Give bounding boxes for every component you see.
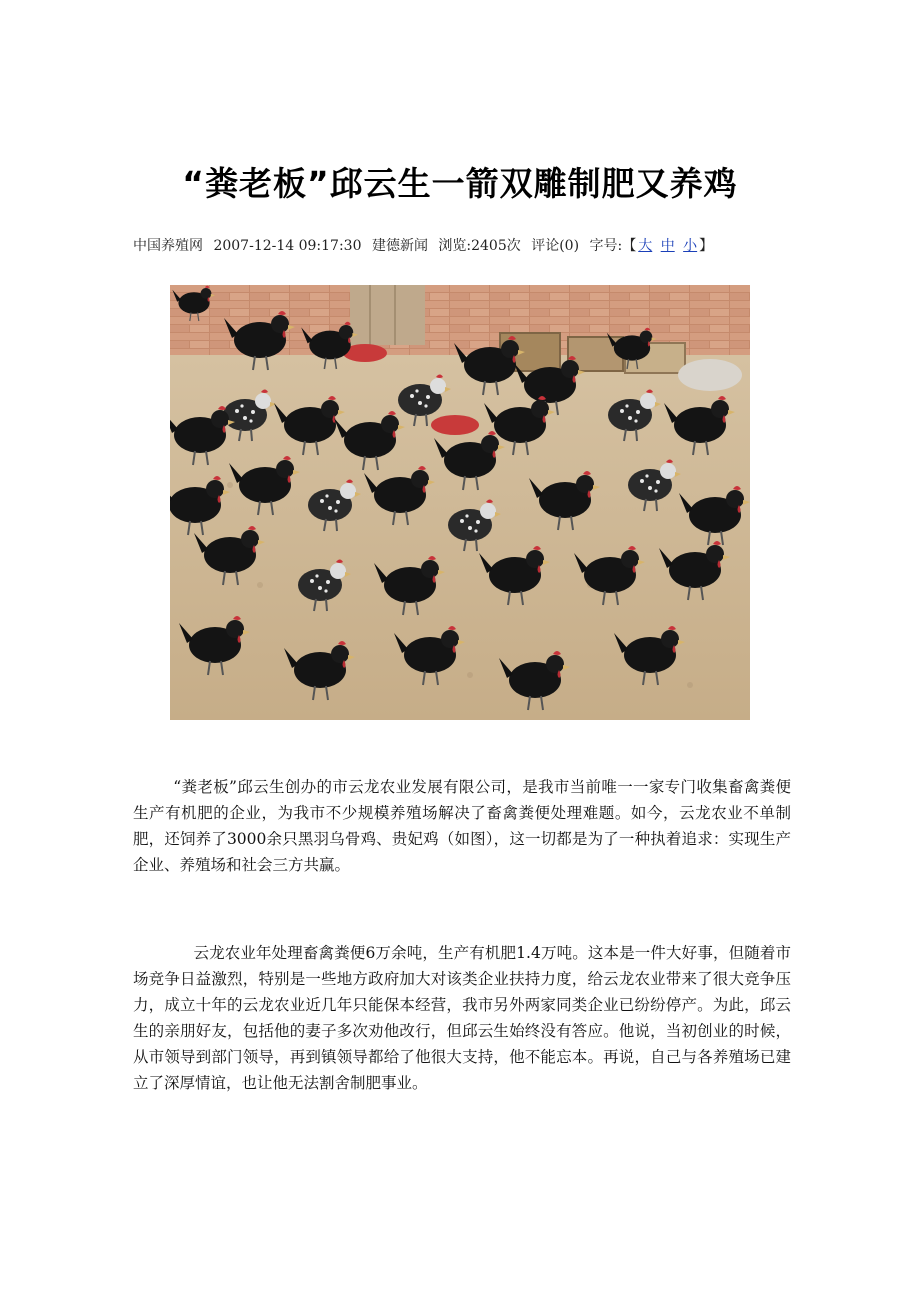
article-paragraph-2: 云龙农业年处理畜禽粪便6万余吨，生产有机肥1.4万吨。这本是一件大好事，但随着市场竞争日益激烈，特别是一些地方政府加大对该类企业扶持力度，给云龙农业带来了很大竞争压力，成立十年的云龙农业近几年只能保本经营，我市另外两家同类企业已纷纷停产。为此，邱云生的亲朋好友，包括他的妻子多次劝他改行，但邱云生始终没有答应。他说，当初创业的时候，从市领导到部门领导，再到镇领导都给了他很大支持，他不能忘本。再说，自己与各养殖场已建立了深厚情谊，也让他无法割舍制肥事业。 bbox=[133, 944, 791, 1092]
meta-datetime: 2007-12-14 09:17:30 bbox=[213, 238, 362, 254]
bracket-close: 】 bbox=[699, 238, 714, 254]
meta-views: 浏览:2405次 bbox=[438, 238, 521, 254]
font-size-large-link[interactable]: 大 bbox=[638, 238, 653, 254]
article-meta bbox=[133, 235, 713, 255]
article-paragraph-1: “粪老板”邱云生创办的市云龙农业发展有限公司，是我市当前唯一一家专门收集畜禽粪便生产有机肥的企业，为我市不少规模养殖场解决了畜禽粪便处理难题。如今，云龙农业不单制肥，还饲养了3000余只黑羽乌骨鸡、贵妃鸡（如图），这一切都是为了一种执着追求：实现生产企业、养殖场和社会三方共赢。 bbox=[133, 778, 791, 874]
chicken-coop-illustration bbox=[170, 285, 750, 720]
article-title: “粪老板”邱云生一箭双雕制肥又养鸡 bbox=[182, 164, 738, 203]
font-size-medium-link[interactable]: 中 bbox=[660, 238, 675, 254]
meta-fontsize-label: 字号: bbox=[589, 238, 623, 254]
bracket-open: 【 bbox=[622, 238, 637, 254]
meta-origin: 建德新闻 bbox=[371, 238, 428, 254]
article-photo-chickens bbox=[170, 285, 750, 720]
font-size-small-link[interactable]: 小 bbox=[683, 238, 698, 254]
meta-comments-link[interactable]: 评论(0) bbox=[531, 238, 580, 254]
meta-source: 中国养殖网 bbox=[133, 238, 203, 254]
